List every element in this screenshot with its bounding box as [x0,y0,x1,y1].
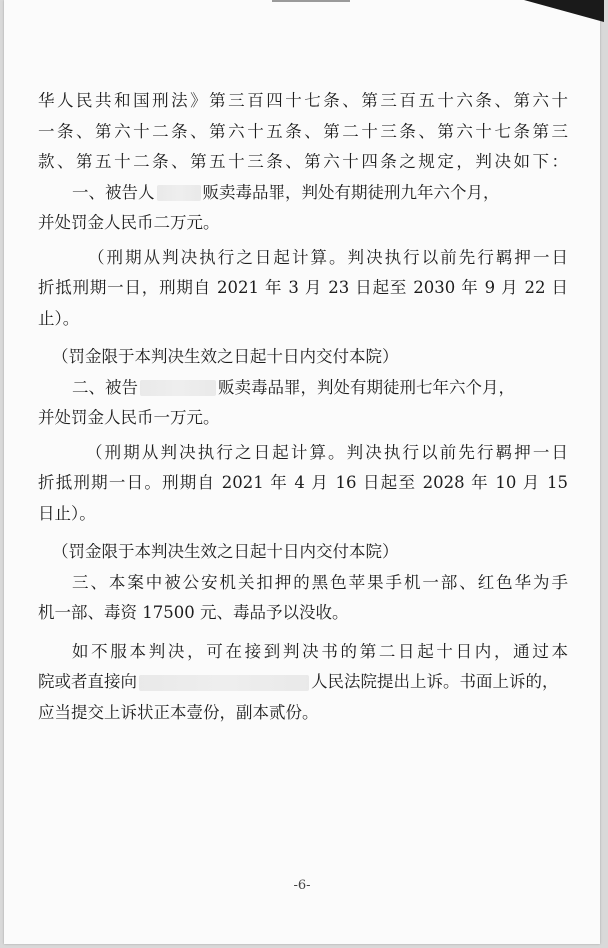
verdict-item-3: 三、本案中被公安机关扣押的黑色苹果手机一部、红色华为手 [72,572,568,592]
redacted-court-name [139,675,309,691]
text-line: 并处罚金人民币二万元。 [38,213,220,232]
text-line: 一条、第六十二条、第六十五条、第二十三条、第六十七条第三 [38,121,568,141]
appeal-notice: 如不服本判决，可在接到判决书的第二日起十日内，通过本 [72,641,568,661]
redacted-name [157,185,201,201]
text-line: 止）。 [38,308,80,328]
text-line: 机一部、毒资 17500 元、毒品予以没收。 [38,603,349,622]
text-line: 院或者直接向 [38,672,137,691]
text-line: 折抵刑期一日。刑期自 2021 年 4 月 16 日起至 2028 年 10 月 15 [38,473,568,492]
appeal-notice-court [38,667,568,698]
text-line: 贩卖毒品罪，判处有期徒刑七年六个月， [218,377,515,397]
text-line: 华人民共和国刑法》第三百四十七条、第三百五十六条、第六十 [38,91,568,110]
judgment-body [38,86,568,728]
text-line: （刑期从判决执行之日起计算。判决执行以前先行羁押一日 [88,247,568,267]
text-line: 一、被告人 [72,182,155,202]
redacted-name [140,380,216,396]
text-line: 并处罚金人民币一万元。 [38,408,220,427]
text-line: 款、第五十二条、第五十三条、第六十四条之规定，判决如下： [38,152,568,171]
text-line: 折抵刑期一日，刑期自 2021 年 3 月 23 日起至 2030 年 9 月 22 日 [38,278,568,297]
text-line: 人民法院提出上诉。书面上诉的， [311,672,559,691]
fine-note: （罚金限于本判决生效之日起十日内交付本院） [52,347,399,366]
verdict-item-1 [38,178,568,209]
page-number: -6- [293,878,311,893]
text-line: 应当提交上诉状正本壹份，副本贰份。 [38,702,319,722]
text-line: （刑期从判决执行之日起计算。判决执行以前先行羁押一日 [86,442,568,462]
text-line: 二、被告 [72,377,138,397]
document-page [4,0,600,944]
scan-top-mark [272,0,350,2]
scan-corner-shadow [524,0,604,22]
fine-note: （罚金限于本判决生效之日起十日内交付本院） [52,542,399,561]
verdict-item-2 [38,373,568,404]
text-line: 贩卖毒品罪，判处有期徒刑九年六个月， [202,182,500,202]
text-line: 日止）。 [38,503,96,523]
